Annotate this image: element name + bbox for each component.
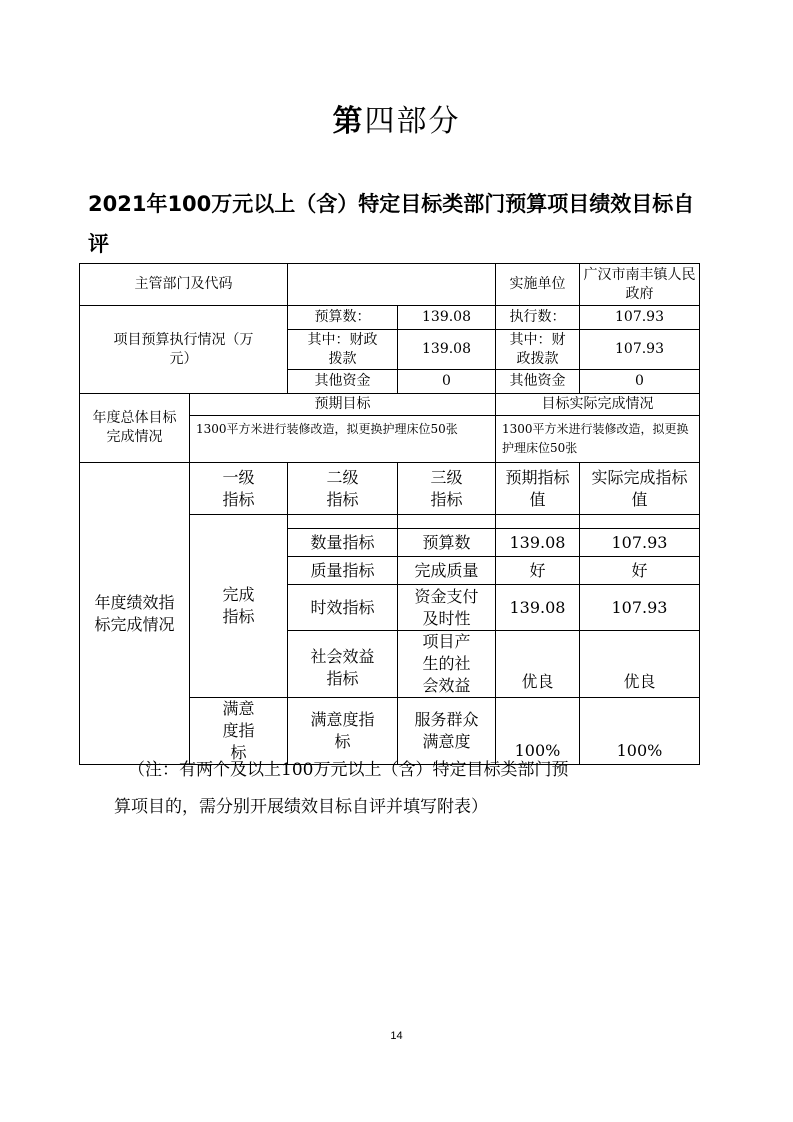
footnote-line-1: （注：有两个及以上100万元以上（含）特定目标类部门预	[128, 760, 569, 780]
fiscal-label: 其中：财政拨款	[288, 330, 398, 370]
unit-label: 实施单位	[496, 264, 580, 306]
expected-goal-text: 1300平方米进行装修改造，拟更换护理床位50张	[190, 416, 496, 463]
indicator-section-label: 年度绩效指标完成情况	[80, 463, 190, 765]
row-expected: 139.08	[496, 585, 580, 631]
fiscal-label-2: 其中：财政拨款	[496, 330, 580, 370]
col-level3: 三级指标	[398, 463, 496, 515]
row-expected: 139.08	[496, 529, 580, 557]
satisfaction-level2: 满意度指标	[288, 698, 398, 765]
satisfaction-level3: 服务群众满意度	[398, 698, 496, 765]
other-label: 其他资金	[288, 370, 398, 394]
row-actual: 优良	[580, 631, 700, 698]
spacer-cell	[580, 515, 700, 529]
footnote-line-2: 算项目的，需分别开展绩效目标自评并填写附表）	[114, 797, 488, 817]
unit-value: 广汉市南丰镇人民政府	[580, 264, 700, 306]
budget-label: 预算数：	[288, 306, 398, 330]
col-level1: 一级指标	[190, 463, 288, 515]
row-level2: 质量指标	[288, 557, 398, 585]
fiscal-exec: 107.93	[580, 330, 700, 370]
col-expected: 预期指标值	[496, 463, 580, 515]
dept-value	[288, 264, 496, 306]
spacer-cell	[288, 515, 398, 529]
col-level2: 二级指标	[288, 463, 398, 515]
row-level3: 预算数	[398, 529, 496, 557]
dept-label: 主管部门及代码	[80, 264, 288, 306]
row-level3: 资金支付及时性	[398, 585, 496, 631]
row-level3: 完成质量	[398, 557, 496, 585]
other-budget: 0	[398, 370, 496, 394]
main-heading: 2021年100万元以上（含）特定目标类部门预算项目绩效目标自评	[88, 192, 695, 256]
row-level3: 项目产生的社会效益	[398, 631, 496, 698]
exec-value: 107.93	[580, 306, 700, 330]
exec-label: 执行数：	[496, 306, 580, 330]
fiscal-budget: 139.08	[398, 330, 496, 370]
other-exec: 0	[580, 370, 700, 394]
completion-label: 完成指标	[190, 515, 288, 698]
row-actual: 107.93	[580, 529, 700, 557]
spacer-cell	[496, 515, 580, 529]
part-title-rest: 四部分	[364, 104, 461, 139]
actual-goal-text: 1300平方米进行装修改造，拟更换护理床位50张	[496, 416, 700, 463]
part-title-first-char: 第	[332, 104, 365, 139]
row-actual: 107.93	[580, 585, 700, 631]
row-level2: 时效指标	[288, 585, 398, 631]
other-label-2: 其他资金	[496, 370, 580, 394]
row-level2: 数量指标	[288, 529, 398, 557]
actual-goal-header: 目标实际完成情况	[496, 394, 700, 416]
expected-goal-header: 预期目标	[190, 394, 496, 416]
budget-exec-label: 项目预算执行情况（万元）	[80, 306, 288, 394]
budget-value: 139.08	[398, 306, 496, 330]
part-title	[0, 96, 793, 140]
satisfaction-expected: 100%	[496, 698, 580, 765]
row-expected: 优良	[496, 631, 580, 698]
col-actual: 实际完成指标值	[580, 463, 700, 515]
annual-goal-label: 年度总体目标完成情况	[80, 394, 190, 463]
row-actual: 好	[580, 557, 700, 585]
satisfaction-level1: 满意度指标	[190, 698, 288, 765]
satisfaction-actual: 100%	[580, 698, 700, 765]
page-number: 14	[390, 1030, 403, 1042]
spacer-cell	[398, 515, 496, 529]
performance-evaluation-table	[79, 263, 700, 765]
row-level2: 社会效益指标	[288, 631, 398, 698]
row-expected: 好	[496, 557, 580, 585]
footnote	[114, 752, 688, 826]
